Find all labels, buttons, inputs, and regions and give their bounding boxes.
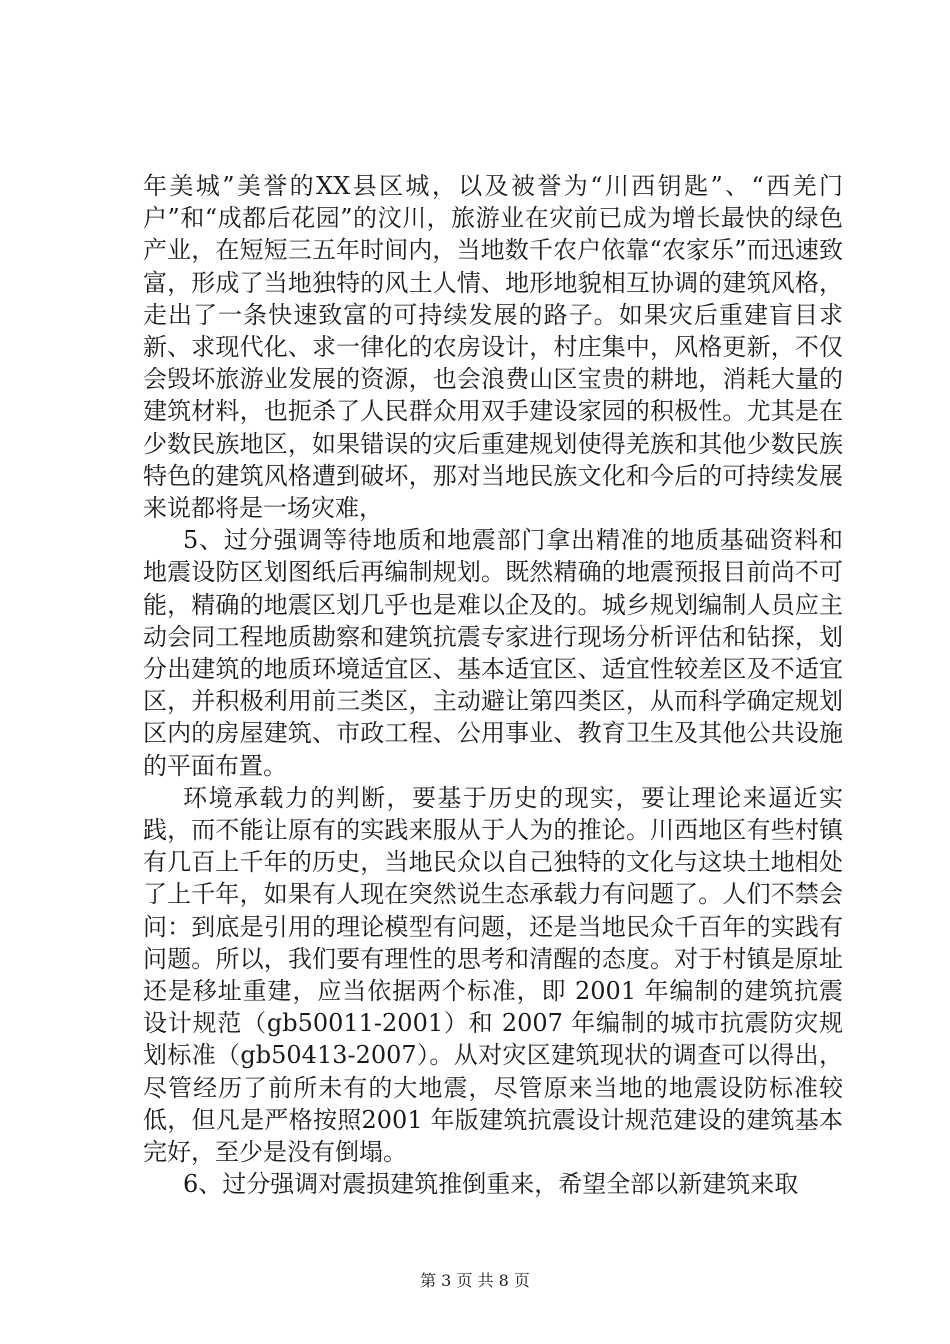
paragraph-1: 年美城”美誉的XX县区城，以及被誉为“川西钥匙”、“西羌门户”和“成都后花园”的汶川，旅游业在灾前已成为增长最快的绿色产业，在短短三五年时间内，当地数千农户依靠“农家乐”而迅速致富，形成了当地独特的风土人情、地形地貌相互协调的建筑风格，走出了一条快速致富的可持续发展的路子。如果灾后重建盲目求新、求现代化、求一律化的农房设计，村庄集中，风格更新，不仅会毁坏旅游业发展的资源，也会浪费山区宝贵的耕地，消耗大量的建筑材料，也扼杀了人民群众用双手建设家园的积极性。尤其是在少数民族地区，如果错误的灾后重建规划使得羌族和其他少数民族特色的建筑风格遭到破坏，那对当地民族文化和今后的可持续发展来说都将是一场灾难， — [143, 172, 843, 523]
document-body — [143, 170, 843, 1201]
paragraph-4: 6、过分强调对震损建筑推倒重来，希望全部以新建筑来取 — [183, 1170, 799, 1199]
page-number-footer: 第 3 页 共 8 页 — [420, 1271, 530, 1290]
paragraph-3: 环境承载力的判断，要基于历史的现实，要让理论来逼近实践，而不能让原有的实践来服从于人为的推论。川西地区有些村镇有几百上千年的历史，当地民众以自己独特的文化与这块土地相处了上千年，如果有人现在突然说生态承载力有问题了。人们不禁会问：到底是引用的理论模型有问题，还是当地民众千百年的实践有问题。所以，我们要有理性的思考和清醒的态度。对于村镇是原址还是移址重建，应当依据两个标准，即 2001 年编制的建筑抗震设计规范（gb50011-2001）和 2007 年编制的城市抗震防灾规划标准（gb50413-2007）。从对灾区建筑现状的调查可以得出，尽管经历了前所未有的大地震，尽管原来当地的地震设防标准较低，但凡是严格按照2001 年版建筑抗震设计规范建设的建筑基本完好，至少是没有倒塌。 — [143, 783, 843, 1167]
paragraph-2: 5、过分强调等待地质和地震部门拿出精准的地质基础资料和地震设防区划图纸后再编制规划。既然精确的地震预报目前尚不可能，精确的地震区划几乎也是难以企及的。城乡规划编制人员应主动会同工程地质勘察和建筑抗震专家进行现场分析评估和钻探，划分出建筑的地质环境适宜区、基本适宜区、适宜性较差区及不适宜区，并积极利用前三类区，主动避让第四类区，从而科学确定规划区内的房屋建筑、市政工程、公用事业、教育卫生及其他公共设施的平面布置。 — [143, 526, 843, 780]
